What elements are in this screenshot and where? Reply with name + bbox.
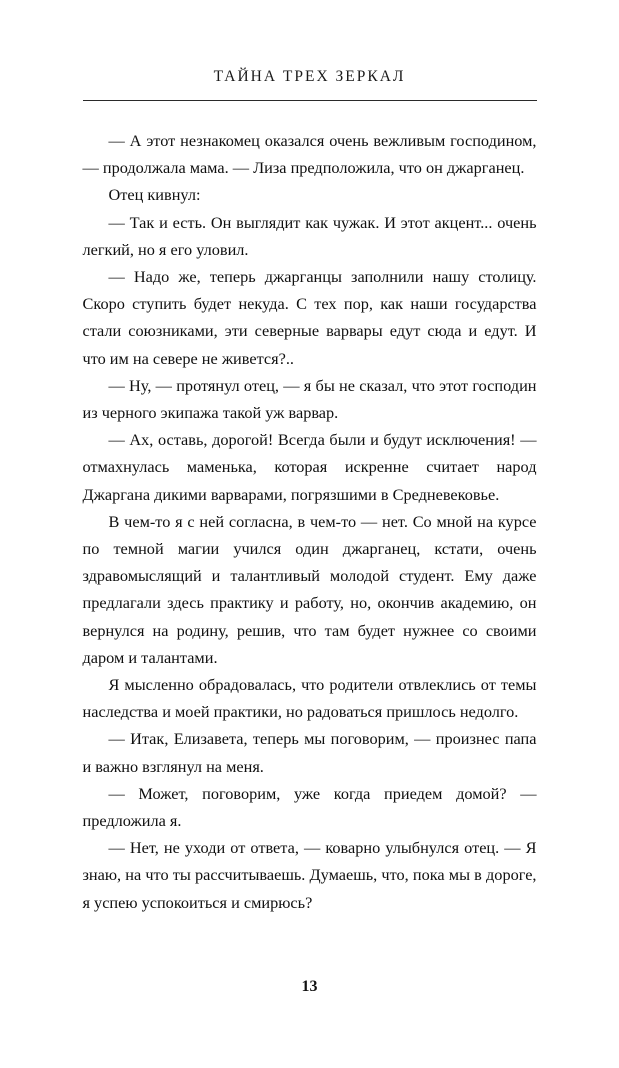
book-page <box>0 68 619 1068</box>
page-number: 13 <box>301 978 318 995</box>
paragraph: — Ах, оставь, дорогой! Всегда были и будут исключения! — отмахнулась маменька, которая искренне считает народ Джаргана дикими варварами, погрязшими в Средневековье. <box>82 430 537 504</box>
paragraph: — Так и есть. Он выглядит как чужак. И этот акцент... очень легкий, но я его уловил. <box>82 212 537 259</box>
paragraph: — Ну, — протянул отец, — я бы не сказал, что этот господин из черного экипажа такой уж варвар. <box>82 375 537 423</box>
paragraph: В чем-то я с ней согласна, в чем-то — нет. Со мной на курсе по темной магии учился один джарганец, кстати, очень здравомыслящий и талантливый молодой студент. Ему даже предлагали здесь практику и работу, но, окончив академию, он вернулся на родину, решив, что там будет нужнее со своими даром и талантами. <box>82 511 537 667</box>
paragraph: Отец кивнул: <box>108 185 201 205</box>
paragraph: — Надо же, теперь джарганцы заполнили нашу столицу. Скоро ступить будет некуда. С тех пор, как наши государства стали союзниками, эти северные варвары едут сюда и едут. И что им на севере не живется?.. <box>82 267 537 368</box>
paragraph: — Может, поговорим, уже когда приедем домой? — предложила я. <box>82 783 537 831</box>
body-text <box>83 127 537 916</box>
paragraph: Я мысленно обрадовалась, что родители отвлеклись от темы наследства и моей практики, но радоваться пришлось недолго. <box>82 675 537 722</box>
paragraph: — А этот незнакомец оказался очень вежливым господином, — продолжала мама. — Лиза предположила, что он джарганец. <box>82 131 537 178</box>
paragraph: — Нет, не уходи от ответа, — коварно улыбнулся отец. — Я знаю, на что ты рассчитываешь. Думаешь, что, пока мы в дороге, я успею успокоиться и смирюсь? <box>82 838 537 912</box>
paragraph: — Итак, Елизавета, теперь мы поговорим, — произнес папа и важно взглянул на меня. <box>82 729 537 776</box>
running-head: ТАЙНА ТРЕХ ЗЕРКАЛ <box>213 68 406 85</box>
header-divider <box>83 100 537 101</box>
